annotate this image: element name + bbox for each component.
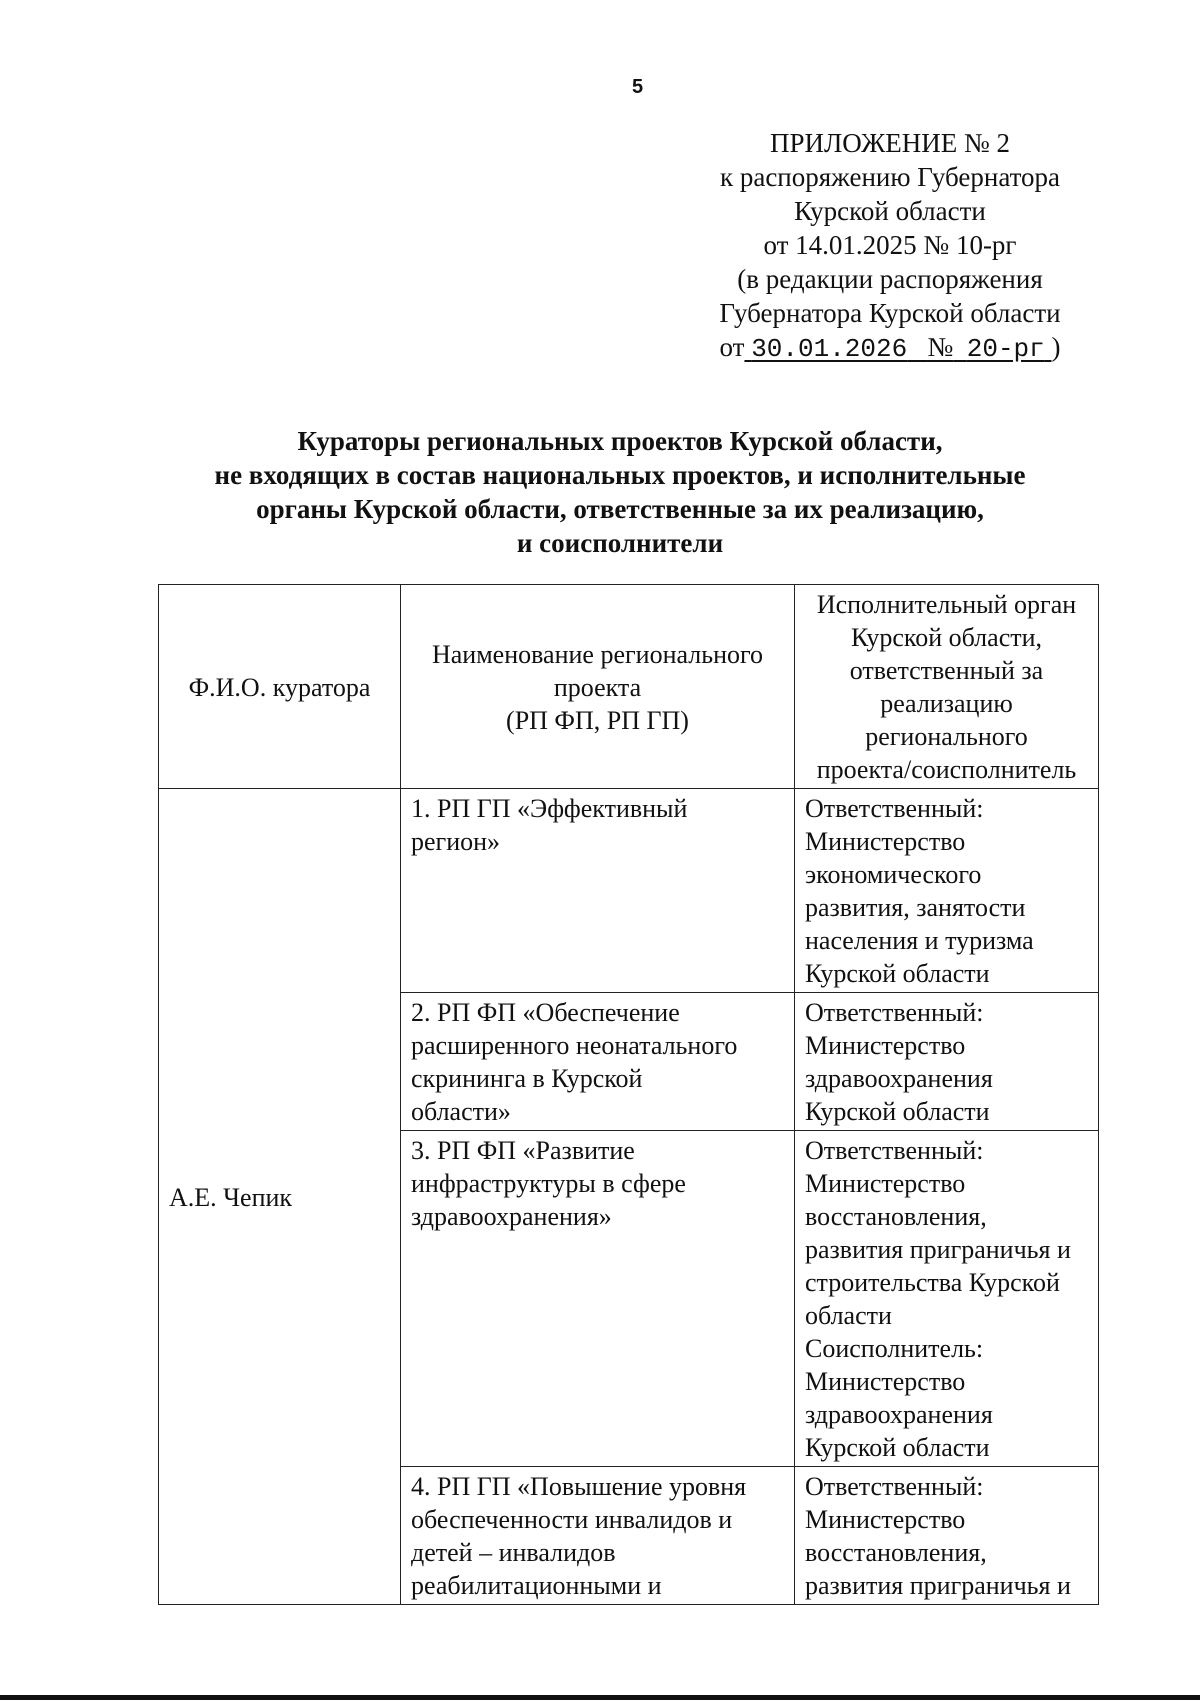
appendix-line: (в редакции распоряжения: [737, 264, 1043, 294]
header-line: проекта/соисполнитель: [816, 755, 1077, 784]
table-header-row: [159, 585, 1099, 789]
project-line: 3. РП ФП «Развитие: [411, 1136, 635, 1165]
appendix-line: Губернатора Курской области: [719, 298, 1061, 328]
project-line: 4. РП ГП «Повышение уровня: [411, 1472, 747, 1501]
header-project: [401, 585, 795, 789]
organ-line: Ответственный:: [805, 794, 984, 823]
appendix-line: Курской области: [794, 196, 986, 226]
amendment-number: 20-рг: [966, 334, 1045, 364]
amendment-number-label: №: [927, 332, 954, 362]
organ-line: восстановления,: [805, 1538, 987, 1567]
appendix-line: от 14.01.2025 № 10-рг: [763, 230, 1017, 260]
header-line: реализацию: [880, 689, 1013, 718]
organ-line: восстановления,: [805, 1202, 987, 1231]
title-line: Кураторы региональных проектов Курской области,: [297, 426, 943, 456]
curators-table: [158, 584, 1099, 1605]
organ-line: Министерство: [805, 1031, 966, 1060]
header-line: Ф.И.О. куратора: [188, 672, 371, 702]
header-line: Курской области,: [850, 623, 1043, 652]
organ-cell: [795, 789, 1099, 993]
project-line: обеспеченности инвалидов и: [411, 1505, 733, 1534]
project-line: скрининга в Курской: [411, 1064, 643, 1093]
header-line: ответственный за: [849, 656, 1044, 685]
organ-line: Министерство: [805, 1169, 966, 1198]
organ-line: Министерство: [805, 1367, 966, 1396]
scan-edge-line: [0, 1695, 1200, 1700]
organ-cell: [795, 1467, 1099, 1605]
organ-line: Курской области: [805, 1433, 990, 1462]
organ-line: развития, занятости: [805, 893, 1026, 922]
organ-line: Ответственный:: [805, 1136, 984, 1165]
title-line: органы Курской области, ответственные за их реализацию,: [256, 494, 984, 524]
title-line: и соисполнители: [516, 528, 724, 558]
project-line: области»: [411, 1097, 511, 1126]
appendix-block: [690, 126, 1090, 366]
appendix-line: к распоряжению Губернатора: [719, 162, 1061, 192]
organ-line: Министерство: [805, 827, 966, 856]
organ-line: Министерство: [805, 1505, 966, 1534]
header-line: Исполнительный орган: [816, 590, 1077, 619]
project-cell: [401, 1131, 795, 1467]
header-line: (РП ФП, РП ГП): [506, 705, 689, 735]
project-cell: [401, 1467, 795, 1605]
organ-line: развития приграничья и: [805, 1571, 1071, 1600]
project-line: реабилитационными и: [411, 1571, 662, 1600]
organ-line: экономического: [805, 860, 982, 889]
header-line: проекта: [553, 672, 642, 702]
organ-line: Ответственный:: [805, 1472, 984, 1501]
amendment-prefix: от: [719, 332, 745, 362]
header-line: Наименование регионального: [431, 639, 764, 669]
header-line: регионального: [865, 722, 1028, 751]
organ-line: здравоохранения: [805, 1064, 993, 1093]
curator-name-cell: [159, 789, 401, 1605]
document-title: [120, 424, 1120, 560]
header-curator: [159, 585, 401, 789]
header-organ: [795, 585, 1099, 789]
organ-line: Соисполнитель:: [805, 1334, 984, 1363]
table-row: [159, 789, 1099, 993]
project-cell: [401, 789, 795, 993]
project-line: 2. РП ФП «Обеспечение: [411, 998, 680, 1027]
amendment-date-fill: [744, 332, 1051, 362]
organ-line: развития приграничья и: [805, 1235, 1071, 1264]
project-line: расширенного неонатального: [411, 1031, 738, 1060]
amendment-date: 30.01.2026: [751, 334, 908, 364]
organ-cell: [795, 1131, 1099, 1467]
title-line: не входящих в состав национальных проектов, и исполнительные: [214, 460, 1026, 490]
project-line: здравоохранения»: [411, 1202, 612, 1231]
organ-cell: [795, 993, 1099, 1131]
project-cell: [401, 993, 795, 1131]
project-line: 1. РП ГП «Эффективный: [411, 794, 688, 823]
organ-line: Курской области: [805, 1097, 990, 1126]
appendix-line: ПРИЛОЖЕНИЕ № 2: [769, 128, 1011, 158]
project-line: инфраструктуры в сфере: [411, 1169, 686, 1198]
organ-line: области: [805, 1301, 892, 1330]
organ-line: Курской области: [805, 959, 990, 988]
project-line: регион»: [411, 827, 501, 856]
amendment-line: [690, 330, 1090, 366]
organ-line: населения и туризма: [805, 926, 1034, 955]
organ-line: Ответственный:: [805, 998, 984, 1027]
curator-name: А.Е. Чепик: [169, 1182, 293, 1212]
page-number: 5: [631, 76, 644, 98]
project-line: детей – инвалидов: [411, 1538, 616, 1567]
organ-line: строительства Курской: [805, 1268, 1060, 1297]
amendment-suffix: ): [1051, 332, 1061, 362]
organ-line: здравоохранения: [805, 1400, 993, 1429]
